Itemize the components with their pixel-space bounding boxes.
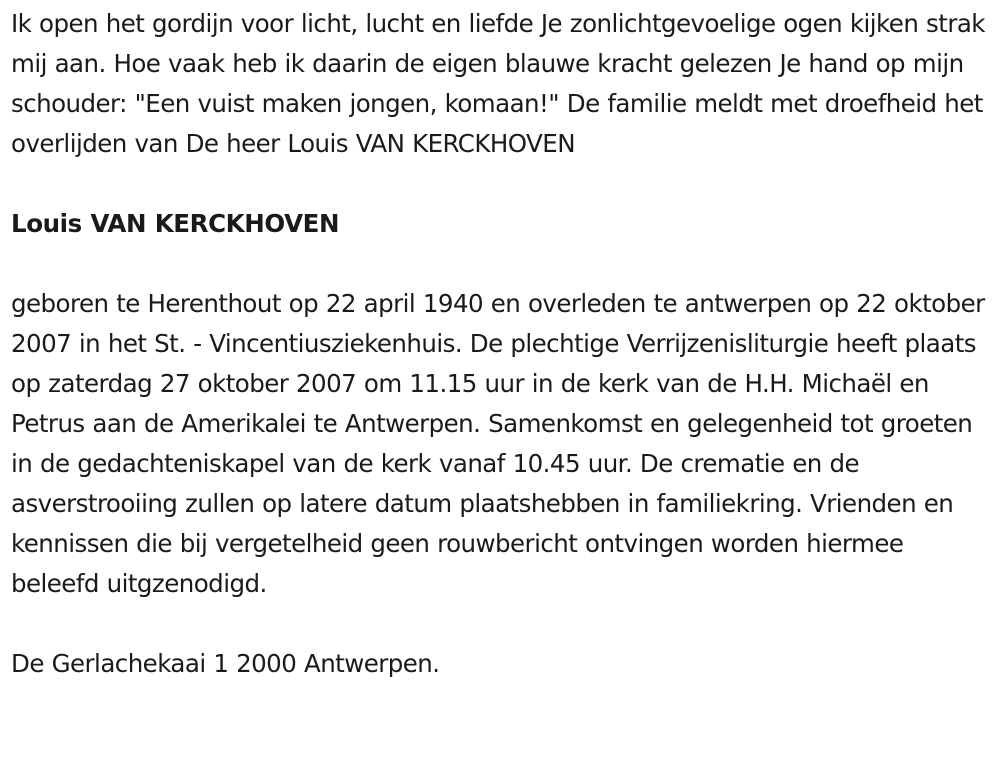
spacer xyxy=(11,244,993,284)
obituary-document xyxy=(11,4,993,684)
deceased-name: Louis VAN KERCKHOVEN xyxy=(11,209,340,238)
details-paragraph: geboren te Herenthout op 22 april 1940 en overleden te antwerpen op 22 oktober 2007 in het St. - Vincentiusziekenhuis. De plechtige Verrijzenisliturgie heeft plaats op zaterdag 27 oktober 2007 om 11.15 uur in de kerk van de H.H. Michaël en Petrus aan de Amerikalei te Antwerpen. Samenkomst en gelegenheid tot groeten in de gedachteniskapel van de kerk vanaf 10.45 uur. De crematie en de asverstrooiing zullen op latere datum plaatshebben in familiekring. Vrienden en kennissen die bij vergetelheid geen rouwbericht ontvingen worden hiermee beleefd uitgzenodigd. xyxy=(11,289,985,598)
address-line: De Gerlachekaai 1 2000 Antwerpen. xyxy=(11,649,440,678)
intro-paragraph: Ik open het gordijn voor licht, lucht en liefde Je zonlichtgevoelige ogen kijken strak mij aan. Hoe vaak heb ik daarin de eigen blauwe kracht gelezen Je hand op mijn schouder: "Een vuist maken jongen, komaan!" De familie meldt met droefheid het overlijden van De heer Louis VAN KERCKHOVEN xyxy=(11,9,985,158)
spacer xyxy=(11,164,993,204)
spacer xyxy=(11,604,993,644)
